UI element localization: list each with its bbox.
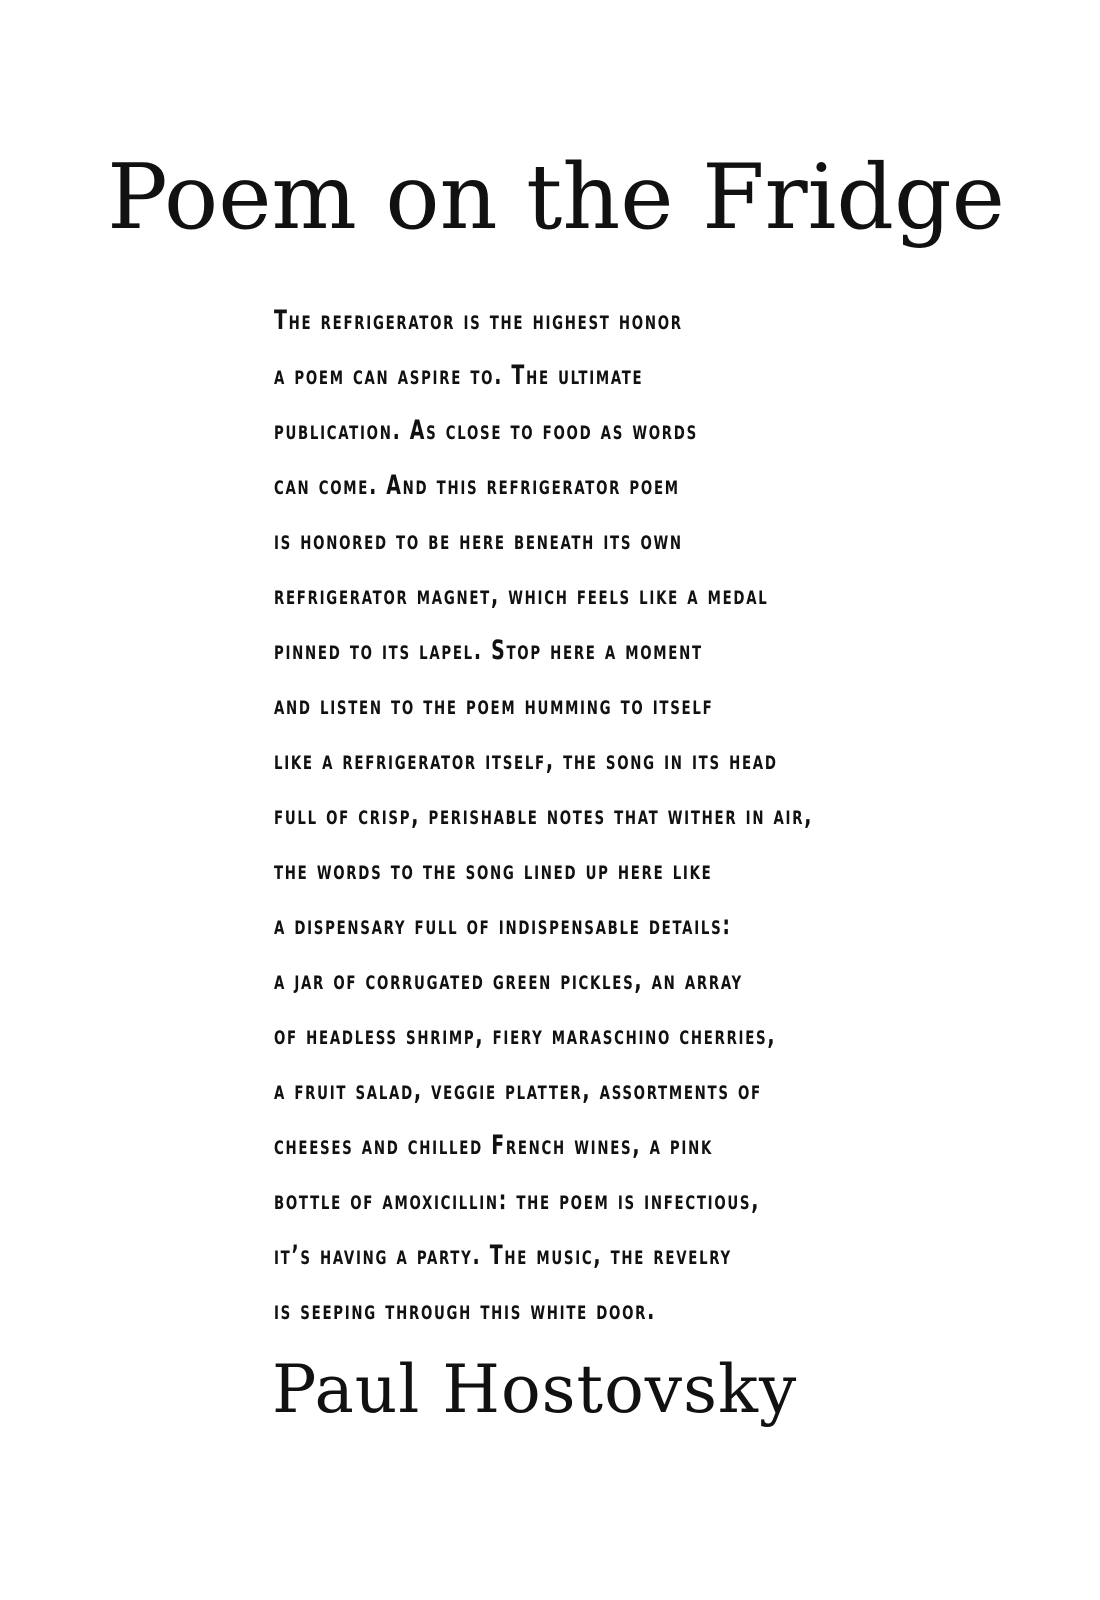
poem-line: the words to the song lined up here like bbox=[274, 855, 713, 886]
poem-line: a fruit salad, veggie platter, assortments of bbox=[274, 1075, 762, 1106]
poem-line: it’s having a party. The music, the revelry bbox=[274, 1240, 732, 1271]
poem-line: publication. As close to food as words bbox=[274, 415, 698, 446]
poem-title: Poem on the Fridge bbox=[107, 145, 1005, 250]
poem-line: a dispensary full of indispensable details: bbox=[274, 910, 732, 941]
poem-line: pinned to its lapel. Stop here a moment bbox=[274, 635, 703, 666]
poem-line: a jar of corrugated green pickles, an array bbox=[274, 965, 743, 996]
poem-line: full of crisp, perishable notes that wither in air, bbox=[274, 800, 814, 831]
poem-line: bottle of amoxicillin: the poem is infectious, bbox=[274, 1185, 761, 1216]
poem-line: The refrigerator is the highest honor bbox=[274, 305, 683, 336]
poem-body bbox=[274, 298, 1074, 1343]
poem-author: Paul Hostovsky bbox=[272, 1351, 798, 1428]
poem-line: like a refrigerator itself, the song in its head bbox=[274, 745, 778, 776]
poem-line: of headless shrimp, fiery maraschino cherries, bbox=[274, 1020, 777, 1051]
poem-line: cheeses and chilled French wines, a pink bbox=[274, 1130, 713, 1161]
poem-line: can come. And this refrigerator poem bbox=[274, 470, 680, 501]
poem-line: is honored to be here beneath its own bbox=[274, 525, 683, 556]
poem-line: a poem can aspire to. The ultimate bbox=[274, 360, 644, 391]
poem-line: and listen to the poem humming to itself bbox=[274, 690, 714, 721]
poem-line: is seeping through this white door. bbox=[274, 1295, 657, 1326]
poem-line: refrigerator magnet, which feels like a medal bbox=[274, 580, 769, 611]
